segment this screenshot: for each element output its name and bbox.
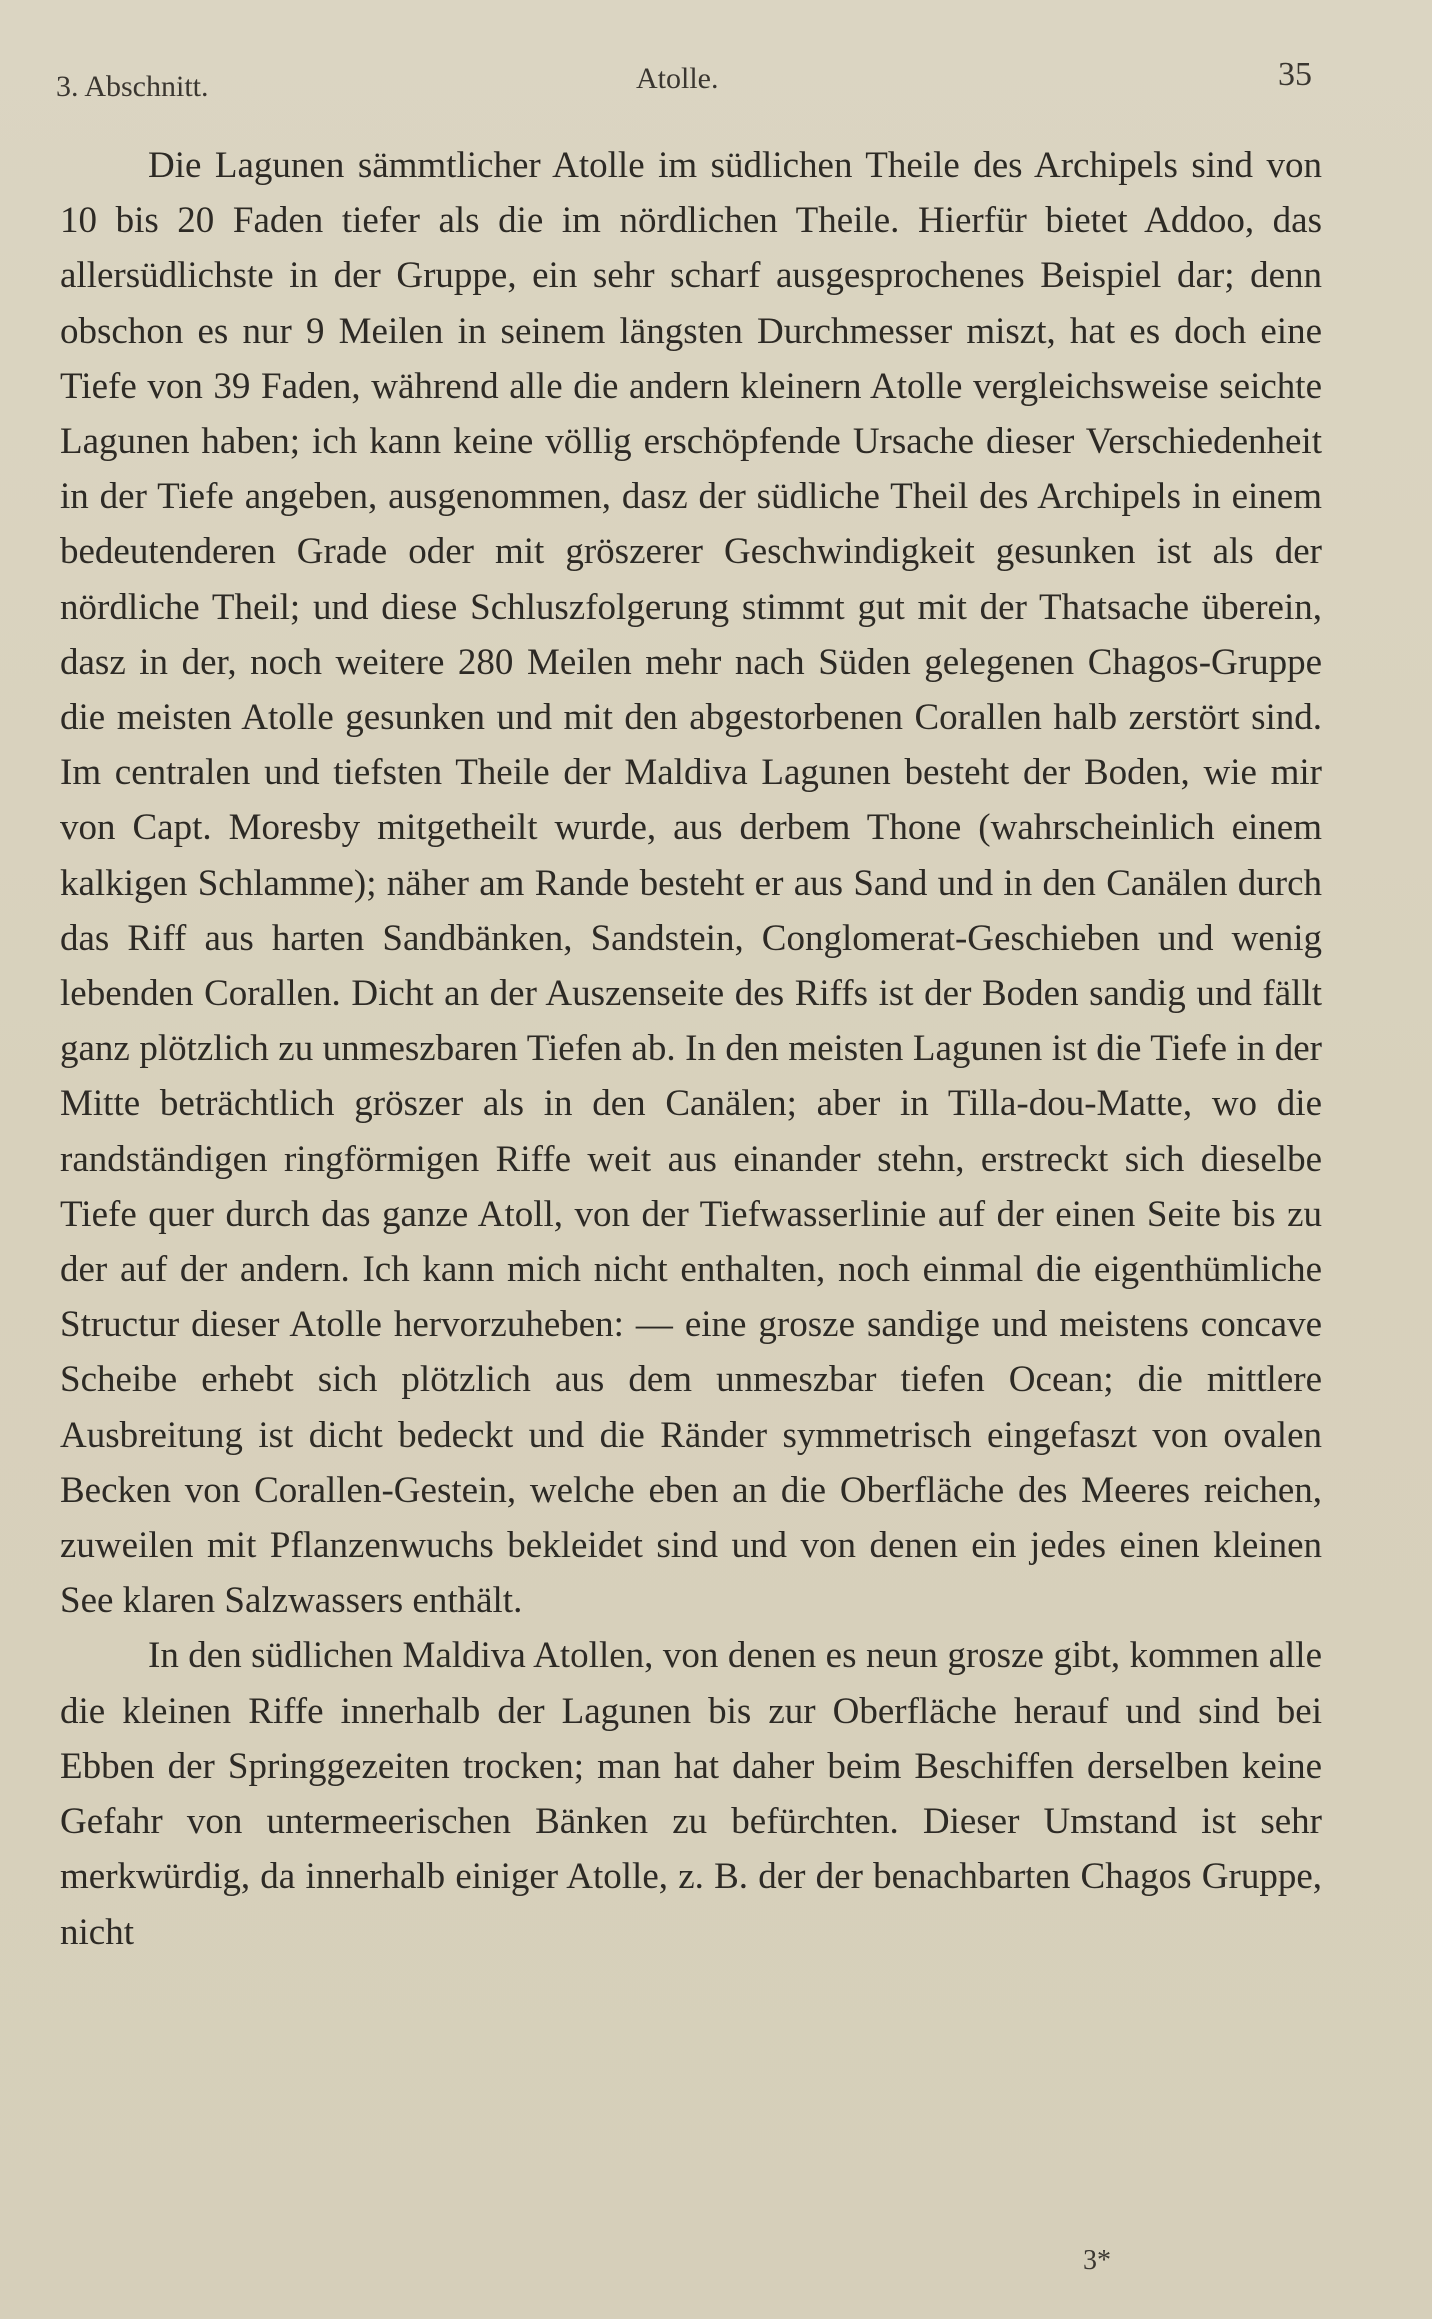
running-header — [56, 56, 1312, 112]
paragraph: Die Lagunen sämmtlicher Atolle im südlichen Theile des Archipels sind von 10 bis 20 Faden tiefer als die im nördlichen Theile. Hierfür bietet Addoo, das allersüdlichste in der Gruppe, ein sehr scharf ausgesprochenes Beispiel dar; denn obschon es nur 9 Meilen in seinem längsten Durchmesser miszt, hat es doch eine Tiefe von 39 Faden, während alle die andern kleinern Atolle vergleichsweise seichte Lagunen haben; ich kann keine völlig erschöpfende Ursache dieser Verschiedenheit in der Tiefe angeben, ausgenommen, dasz der südliche Theil des Archipels in einem bedeutenderen Grade oder mit gröszerer Geschwindigkeit gesunken ist als der nördliche Theil; und diese Schluszfolgerung stimmt gut mit der Thatsache überein, dasz in der, noch weitere 280 Meilen mehr nach Süden gelegenen Chagos-Gruppe die meisten Atolle gesunken und mit den abgestorbenen Corallen halb zerstört sind. Im centralen und tiefsten Theile der Maldiva Lagunen besteht der Boden, wie mir von Capt. Moresby mitgetheilt wurde, aus derbem Thone (wahrscheinlich einem kalkigen Schlamme); näher am Rande besteht er aus Sand und in den Canälen durch das Riff aus harten Sandbänken, Sandstein, Conglomerat-Geschieben und wenig lebenden Corallen. Dicht an der Auszenseite des Riffs ist der Boden sandig und fällt ganz plötzlich zu unmeszbaren Tiefen ab. In den meisten Lagunen ist die Tiefe in der Mitte beträchtlich gröszer als in den Canälen; aber in Tilla-dou-Matte, wo die randständigen ringförmigen Riffe weit aus einander stehn, erstreckt sich dieselbe Tiefe quer durch das ganze Atoll, von der Tiefwasserlinie auf der einen Seite bis zu der auf der andern. Ich kann mich nicht enthalten, noch einmal die eigenthümliche Structur dieser Atolle hervorzuheben: — eine grosze sandige und meistens concave Scheibe erhebt sich plötzlich aus dem unmeszbar tiefen Ocean; die mittlere Ausbreitung ist dicht bedeckt und die Ränder symmetrisch eingefaszt von ovalen Becken von Corallen-Gestein, welche eben an die Oberfläche des Meeres reichen, zuweilen mit Pflanzenwuchs bekleidet sind und von denen ein jedes einen kleinen See klaren Salzwassers enthält. — [60, 145, 1322, 1622]
body-text — [60, 138, 1322, 1960]
paragraph: In den südlichen Maldiva Atollen, von denen es neun grosze gibt, kommen alle die kleinen Riffe innerhalb der Lagunen bis zur Oberfläche herauf und sind bei Ebben der Springgezeiten trocken; man hat daher beim Beschiffen derselben keine Gefahr von untermeerischen Bänken zu befürchten. Dieser Umstand ist sehr merkwürdig, da innerhalb einiger Atolle, z. B. der der benachbarten Chagos Gruppe, nicht — [60, 1635, 1322, 1953]
signature-mark: 3* — [1083, 2245, 1111, 2276]
page-number: 35 — [1278, 56, 1312, 93]
running-title: Atolle. — [636, 62, 719, 95]
section-label: 3. Abschnitt. — [56, 70, 209, 103]
